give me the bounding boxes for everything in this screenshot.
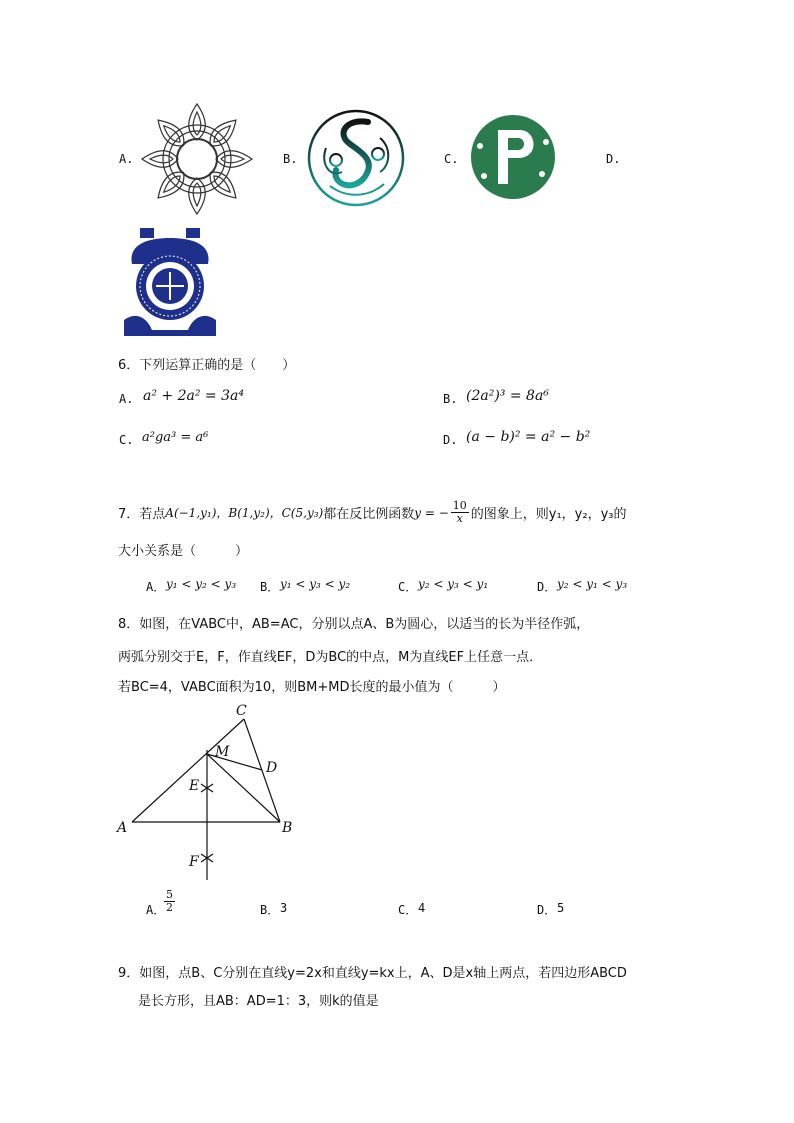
green-p-leaf-logo-icon — [466, 112, 560, 202]
option-b-value: 3 — [280, 901, 288, 915]
option-a-expression: a² + 2a² = 3a⁴ — [143, 388, 244, 404]
option-c-value: 4 — [418, 901, 426, 915]
option-label: B． — [260, 580, 280, 594]
stem-points: A(−1,y₁)，B(1,y₂)，C(5,y₃) — [165, 506, 324, 520]
option-label: A. — [119, 392, 134, 406]
option-label: C. — [444, 152, 459, 166]
label-d: D — [266, 760, 278, 776]
option-a-expression: y₁ < y₂ < y₃ — [166, 577, 237, 591]
option-b-expression: y₁ < y₃ < y₂ — [280, 577, 351, 591]
option-d-expression: y₂ < y₁ < y₃ — [557, 577, 628, 591]
option-d-value: 5 — [557, 901, 565, 915]
function-lhs: y = − — [414, 505, 449, 520]
stem-line-3: 若BC=4，VABC面积为10，则BM+MD长度的最小值为（ ） — [118, 680, 506, 695]
stem-prefix: 7．若点 — [118, 507, 166, 522]
fraction-numerator: 10 — [452, 499, 467, 512]
option-label: A. — [119, 152, 134, 166]
triangle-figure — [115, 700, 315, 885]
question-stem: 6．下列运算正确的是（ ） — [118, 358, 296, 373]
blue-seal-emblem-icon — [118, 224, 222, 340]
option-a-fraction — [164, 889, 175, 914]
stem-line-1: 9．如图，点B、C分别在直线y=2x和直线y=kx上，A、D是x轴上两点，若四边形ABCD — [118, 966, 627, 981]
option-label: B. — [443, 392, 458, 406]
option-label: D． — [537, 580, 557, 594]
stem-line-2: 大小关系是（ ） — [118, 544, 249, 559]
swirl-s-logo-icon — [306, 108, 406, 208]
option-c-expression: a²ga³ = a⁶ — [142, 430, 209, 445]
option-c-expression: y₂ < y₃ < y₁ — [418, 577, 489, 591]
question-stem — [118, 500, 626, 525]
option-label: D. — [606, 152, 621, 166]
option-label: A． — [146, 903, 166, 917]
label-c: C — [236, 703, 247, 719]
option-label: D． — [537, 903, 557, 917]
stem-suffix: 的图象上，则y₁，y₂，y₃的 — [470, 507, 627, 522]
fraction-numerator: 5 — [166, 888, 173, 901]
option-label: C． — [398, 580, 418, 594]
stem-mid: 都在反比例函数 — [323, 507, 415, 522]
option-label: A． — [146, 580, 166, 594]
label-e: E — [189, 778, 200, 794]
segment-ac — [132, 719, 244, 822]
fraction-denominator: 2 — [166, 901, 173, 914]
label-b: B — [282, 820, 293, 836]
stem-line-2: 两弧分别交于E，F，作直线EF，D为BC的中点，M为直线EF上任意一点． — [118, 650, 543, 665]
option-d-expression: (a − b)² = a² − b² — [466, 429, 591, 445]
option-label: C． — [398, 903, 418, 917]
stem-line-2: 是长方形，且AB：AD=1：3，则k的值是 — [138, 994, 379, 1009]
option-b-expression: (2a²)³ = 8a⁶ — [466, 388, 549, 404]
option-label: B. — [283, 152, 298, 166]
function-fraction — [451, 500, 469, 525]
label-a: A — [117, 820, 128, 836]
fraction-denominator: x — [456, 512, 463, 525]
label-m: M — [215, 744, 230, 760]
option-label: C. — [119, 433, 134, 447]
option-label: D. — [443, 433, 458, 447]
label-f: F — [189, 854, 199, 870]
stem-line-1: 8．如图，在VABC中，AB=AC，分别以点A、B为圆心，以适当的长为半径作弧， — [118, 617, 590, 632]
mandala-logo-icon — [138, 100, 256, 218]
option-label: B． — [260, 903, 280, 917]
